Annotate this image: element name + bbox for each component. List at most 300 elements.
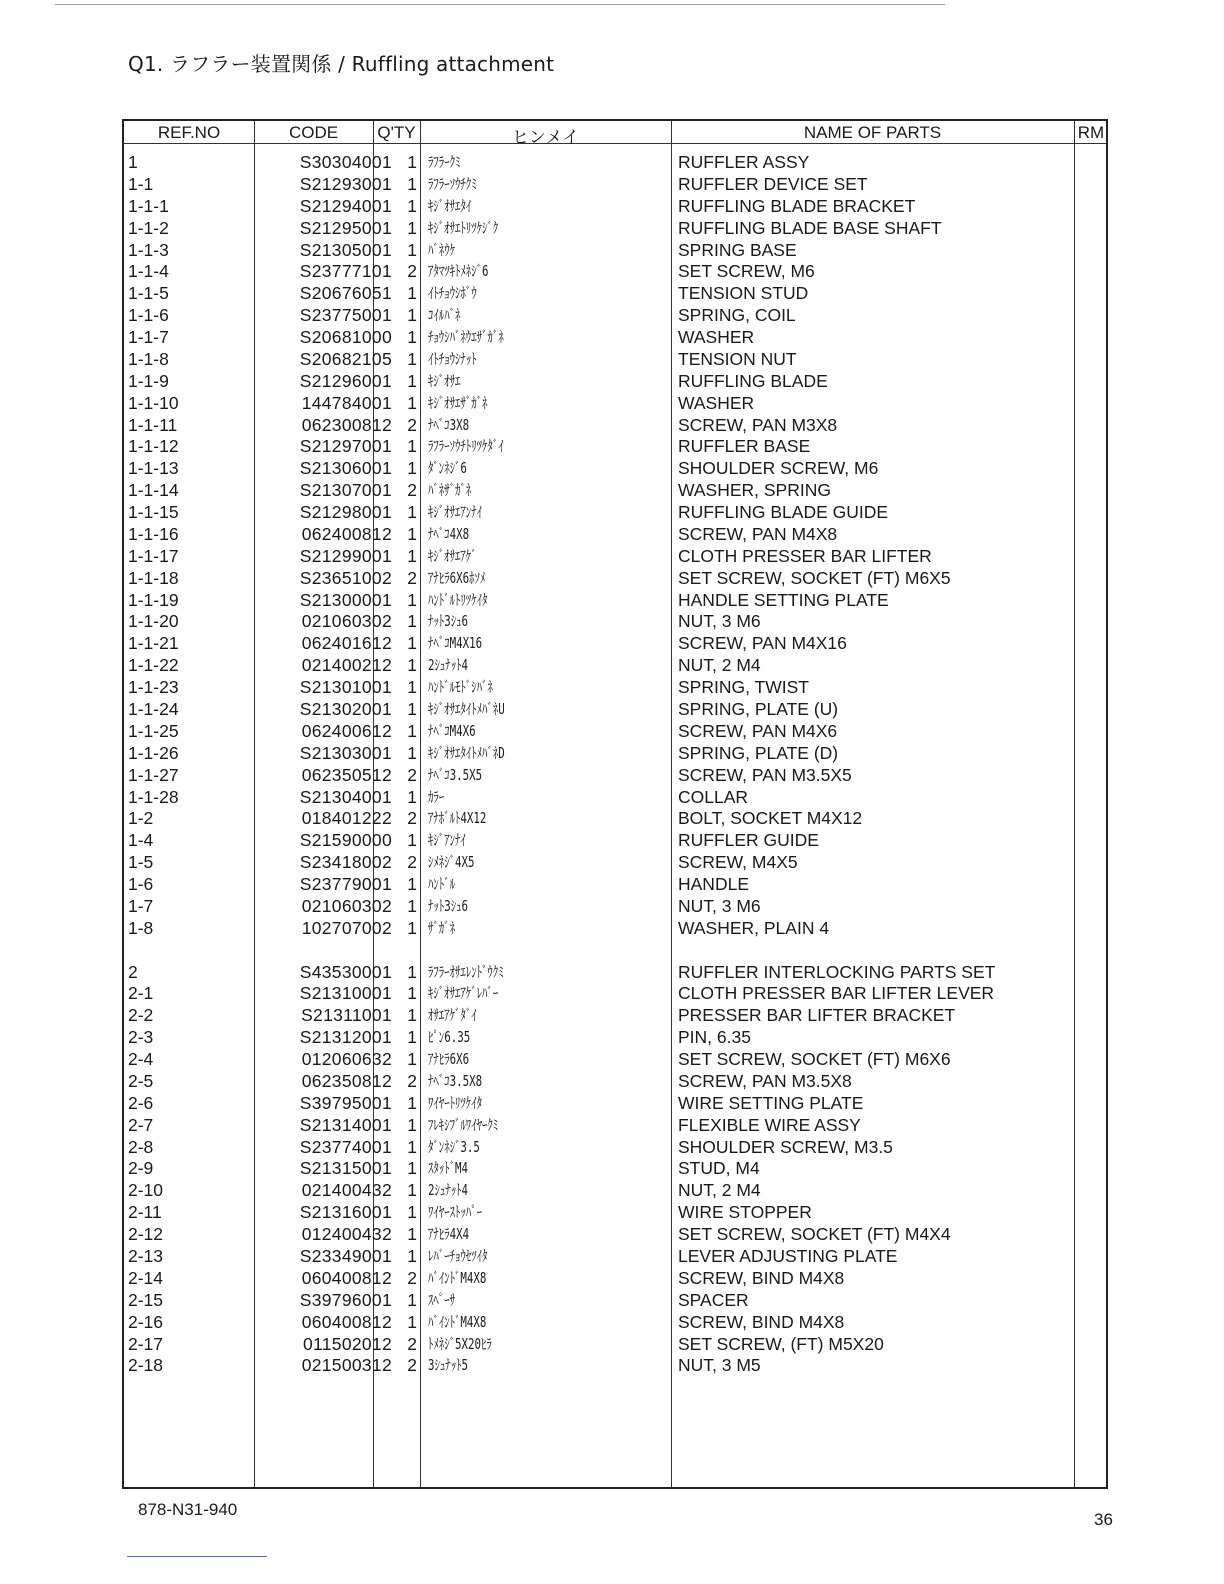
hinmei-cell: ｼﾒﾈｼﾞ4X5: [428, 853, 475, 872]
part-name-cell: SCREW, PAN M3.5X8: [678, 1070, 852, 1091]
table-row: [124, 786, 1106, 808]
ref-no-cell: 1: [128, 152, 138, 172]
code-cell: S21310001: [299, 983, 392, 1004]
part-name-cell: COLLAR: [678, 786, 749, 807]
hinmei-cell: ﾋﾟﾝ6.35: [428, 1028, 471, 1047]
ref-no-cell: 1-1-3: [128, 239, 169, 260]
ref-no-cell: 2-2: [128, 1005, 154, 1026]
hinmei-cell: ﾀﾞﾝﾈｼﾞ3.5: [428, 1137, 480, 1156]
code-cell: S21311001: [301, 1005, 392, 1026]
qty-cell: 1: [407, 1049, 417, 1070]
hinmei-cell: ｵｻｴｱｹﾞﾀﾞｲ: [428, 1006, 477, 1025]
hinmei-cell: ﾅﾍﾞｺM4X16: [428, 634, 483, 653]
hinmei-cell: ﾜｲﾔｰﾄﾘﾂｹｲﾀ: [428, 1093, 483, 1112]
part-name-cell: WASHER, PLAIN 4: [678, 917, 830, 938]
code-cell: S21314001: [299, 1114, 392, 1135]
qty-cell: 1: [407, 917, 417, 938]
code-cell: S21295001: [299, 217, 392, 238]
table-row: [124, 829, 1106, 851]
hinmei-cell: ﾄﾒﾈｼﾞ5X20ﾋﾗ: [428, 1334, 492, 1353]
table-row: [124, 370, 1106, 392]
part-name-cell: TENSION STUD: [678, 283, 809, 304]
qty-cell: 1: [407, 327, 417, 348]
part-name-cell: SET SCREW, SOCKET (FT) M4X4: [678, 1224, 951, 1245]
hinmei-cell: ﾅｯﾄ3ｼｭ6: [428, 896, 469, 915]
qty-cell: 1: [407, 239, 417, 260]
part-name-cell: HANDLE SETTING PLATE: [678, 589, 889, 610]
code-cell: S21302001: [299, 699, 392, 719]
ref-no-cell: 1-1-4: [128, 261, 169, 282]
part-name-cell: RUFFLER GUIDE: [678, 830, 819, 851]
hinmei-cell: ﾅｯﾄ3ｼｭ6: [428, 612, 469, 631]
code-cell: S23418002: [299, 852, 392, 873]
table-row: [124, 260, 1106, 282]
part-name-cell: RUFFLER ASSY: [678, 152, 810, 172]
code-cell: 021400432: [301, 1180, 392, 1201]
table-row: [124, 1070, 1106, 1092]
ref-no-cell: 2-3: [128, 1027, 154, 1048]
ref-no-cell: 2-10: [128, 1180, 164, 1201]
hinmei-cell: 2ｼｭﾅｯﾄ4: [428, 1181, 469, 1200]
part-name-cell: SPACER: [678, 1289, 749, 1310]
qty-cell: 1: [407, 677, 417, 698]
code-cell: S21299001: [299, 545, 392, 566]
ref-no-cell: 1-5: [128, 852, 154, 873]
table-row: [124, 1311, 1106, 1333]
part-name-cell: SHOULDER SCREW, M6: [678, 458, 879, 479]
part-name-cell: SPRING, TWIST: [678, 677, 809, 698]
table-row: [124, 414, 1106, 436]
qty-cell: 1: [407, 1202, 417, 1223]
ref-no-cell: 1-1-14: [128, 480, 179, 501]
hinmei-cell: ｷｼﾞｵｻｴﾀｲﾄﾒﾊﾞﾈD: [428, 743, 505, 762]
code-cell: S23775001: [299, 305, 392, 326]
table-row: [124, 654, 1106, 676]
hinmei-cell: ｱﾅﾋﾗ6X6ﾎｿﾒ: [428, 568, 486, 587]
ref-no-cell: 2-6: [128, 1092, 154, 1113]
hinmei-cell: ﾊﾝﾄﾞﾙ: [428, 875, 456, 894]
table-row: [124, 282, 1106, 304]
page-number: 36: [1094, 1510, 1113, 1529]
table-row: [124, 545, 1106, 567]
ref-no-cell: 1-1-24: [128, 699, 179, 719]
table-row: [124, 851, 1106, 873]
table-row: [124, 326, 1106, 348]
ref-no-cell: 1-1-26: [128, 742, 179, 763]
code-cell: S20682105: [299, 348, 392, 369]
hinmei-cell: ｱﾀﾏﾂｷﾄﾒﾈｼﾞ6: [428, 262, 489, 281]
ref-no-cell: 2-14: [128, 1267, 164, 1288]
code-cell: S23651002: [299, 567, 392, 588]
code-cell: 011502012: [303, 1333, 392, 1354]
hinmei-cell: ｷｼﾞｵｻｴｱｹﾞﾚﾊﾞｰ: [428, 984, 499, 1003]
table-row: [124, 917, 1106, 939]
qty-cell: 1: [407, 1005, 417, 1026]
hinmei-cell: ｷｼﾞｵｻｴﾀｲﾄﾒﾊﾞﾈU: [428, 700, 505, 718]
ref-no-cell: 1-2: [128, 808, 154, 829]
qty-cell: 1: [407, 1180, 417, 1201]
part-name-cell: CLOTH PRESSER BAR LIFTER: [678, 545, 932, 566]
header-ref-no: REF.NO: [157, 123, 221, 142]
hinmei-cell: ﾗﾌﾗｰｸﾐ: [428, 153, 461, 171]
table-row: [124, 1223, 1106, 1245]
hinmei-cell: ｷｼﾞｱﾝﾅｲ: [428, 831, 466, 850]
header-rm: RM: [1077, 123, 1105, 142]
qty-cell: 1: [407, 1114, 417, 1135]
ref-no-cell: 1-1-16: [128, 523, 179, 544]
table-row: [124, 239, 1106, 261]
part-name-cell: SCREW, PAN M4X16: [678, 633, 847, 654]
ref-no-cell: 2-17: [128, 1333, 164, 1354]
qty-cell: 1: [407, 983, 417, 1004]
ref-no-cell: 1-1-18: [128, 567, 179, 588]
table-row: [124, 1333, 1106, 1355]
part-name-cell: STUD, M4: [678, 1158, 760, 1179]
ref-no-cell: 1-1-12: [128, 436, 179, 457]
hinmei-cell: ｷｼﾞｵｻｴ: [428, 371, 461, 390]
hinmei-cell: ｷｼﾞｵｻｴﾀｲ: [428, 196, 472, 215]
qty-cell: 2: [407, 1070, 417, 1091]
code-cell: S23779001: [299, 874, 392, 895]
hinmei-cell: ﾗﾌﾗｰｵｻｴﾚﾝﾄﾞｳｸﾐ: [428, 962, 504, 981]
ref-no-cell: 2-13: [128, 1246, 164, 1266]
bottom-rule: [127, 1556, 267, 1557]
part-name-cell: WASHER: [678, 327, 755, 348]
part-name-cell: WASHER: [678, 392, 755, 413]
hinmei-cell: ﾅﾍﾞｺ4X8: [428, 524, 470, 543]
hinmei-cell: ﾚﾊﾞｰﾁｮｳｾﾂｲﾀ: [428, 1247, 488, 1265]
code-cell: 060400812: [301, 1267, 392, 1288]
hinmei-cell: ｽﾀｯﾄﾞM4: [428, 1159, 469, 1178]
part-name-cell: SPRING, COIL: [678, 305, 796, 326]
part-name-cell: SCREW, PAN M4X6: [678, 720, 838, 741]
hinmei-cell: ｺｲﾙﾊﾞﾈ: [428, 306, 461, 325]
hinmei-cell: ｷｼﾞｵｻｴﾄﾘﾂｹｼﾞｸ: [428, 218, 499, 237]
qty-cell: 1: [407, 502, 417, 523]
part-name-cell: SCREW, BIND M4X8: [678, 1311, 845, 1332]
hinmei-cell: ﾊﾞｲﾝﾄﾞM4X8: [428, 1312, 487, 1331]
qty-cell: 2: [407, 567, 417, 588]
code-cell: S39796001: [299, 1289, 392, 1310]
part-name-cell: WIRE STOPPER: [678, 1202, 812, 1223]
qty-cell: 1: [407, 1136, 417, 1157]
qty-cell: 1: [407, 348, 417, 369]
ref-no-cell: 1-1-21: [128, 633, 179, 654]
table-row: [124, 479, 1106, 501]
ref-no-cell: 2-4: [128, 1049, 154, 1070]
code-cell: S30304001: [299, 152, 392, 172]
part-name-cell: SCREW, M4X5: [678, 852, 798, 873]
part-name-cell: SCREW, BIND M4X8: [678, 1267, 845, 1288]
hinmei-cell: ｶﾗｰ: [428, 787, 445, 806]
qty-cell: 1: [407, 195, 417, 216]
ref-no-cell: 1-1-17: [128, 545, 179, 566]
qty-cell: 1: [407, 392, 417, 413]
part-name-cell: LEVER ADJUSTING PLATE: [678, 1246, 898, 1266]
code-cell: S21306001: [299, 458, 392, 479]
ref-no-cell: 1-1-23: [128, 677, 179, 698]
part-name-cell: SCREW, PAN M3X8: [678, 414, 838, 435]
table-row: [124, 698, 1106, 720]
ref-no-cell: 1-8: [128, 917, 154, 938]
table-row: [124, 151, 1106, 173]
table-row: [124, 1114, 1106, 1136]
table-row: [124, 1267, 1106, 1289]
code-cell: S21312001: [299, 1027, 392, 1048]
code-cell: S21293001: [299, 173, 392, 194]
qty-cell: 1: [407, 523, 417, 544]
part-name-cell: NUT, 2 M4: [678, 1180, 761, 1201]
ref-no-cell: 1-4: [128, 830, 154, 851]
code-cell: S21304001: [299, 786, 392, 807]
ref-no-cell: 2-5: [128, 1070, 154, 1091]
table-row: [124, 1048, 1106, 1070]
table-row: [124, 392, 1106, 414]
header-name-of-parts: NAME OF PARTS: [803, 123, 942, 142]
part-name-cell: NUT, 3 M5: [678, 1355, 761, 1376]
code-cell: S21303001: [299, 742, 392, 763]
part-name-cell: RUFFLING BLADE BASE SHAFT: [678, 217, 942, 238]
code-cell: S20681000: [299, 327, 392, 348]
part-name-cell: NUT, 2 M4: [678, 655, 761, 676]
part-name-cell: CLOTH PRESSER BAR LIFTER LEVER: [678, 983, 995, 1004]
part-name-cell: SPRING, PLATE (D): [678, 742, 839, 763]
code-cell: S21297001: [299, 436, 392, 457]
table-row: [124, 589, 1106, 611]
part-name-cell: WIRE SETTING PLATE: [678, 1092, 864, 1113]
table-row: [124, 523, 1106, 545]
ref-no-cell: 1-6: [128, 874, 154, 895]
ref-no-cell: 1-1-20: [128, 611, 179, 632]
code-cell: S21305001: [299, 239, 392, 260]
code-cell: 021400212: [301, 655, 392, 676]
qty-cell: 1: [407, 895, 417, 916]
table-row: [124, 1289, 1106, 1311]
code-cell: S21298001: [299, 502, 392, 523]
qty-cell: 1: [407, 436, 417, 457]
qty-cell: 1: [407, 1289, 417, 1310]
hinmei-cell: 3ｼｭﾅｯﾄ5: [428, 1356, 469, 1375]
ref-no-cell: 2-11: [128, 1202, 162, 1223]
table-row: [124, 764, 1106, 786]
ref-no-cell: 2-1: [128, 983, 154, 1004]
qty-cell: 2: [407, 852, 417, 873]
part-name-cell: SET SCREW, (FT) M5X20: [678, 1333, 884, 1354]
ref-no-cell: 2-9: [128, 1158, 154, 1179]
ref-no-cell: 1-1-22: [128, 655, 179, 676]
ref-no-cell: 1-1-10: [128, 392, 179, 413]
part-name-cell: NUT, 3 M6: [678, 611, 761, 632]
top-rule: [55, 4, 945, 5]
qty-cell: 1: [407, 173, 417, 194]
code-cell: 062400612: [301, 720, 392, 741]
code-cell: 062401612: [301, 633, 392, 654]
qty-cell: 1: [407, 370, 417, 391]
hinmei-cell: ﾊﾞｲﾝﾄﾞM4X8: [428, 1268, 487, 1287]
table-row: [124, 457, 1106, 479]
code-cell: 144784001: [301, 392, 392, 413]
part-name-cell: BOLT, SOCKET M4X12: [678, 808, 863, 829]
table-row: [124, 632, 1106, 654]
qty-cell: 1: [407, 152, 417, 172]
qty-cell: 2: [407, 480, 417, 501]
qty-cell: 1: [407, 699, 417, 719]
ref-no-cell: 2-16: [128, 1311, 164, 1332]
part-name-cell: TENSION NUT: [678, 348, 797, 369]
ref-no-cell: 2-12: [128, 1224, 164, 1245]
ref-no-cell: 1-1-5: [128, 283, 169, 304]
qty-cell: 2: [407, 764, 417, 785]
code-cell: S21296001: [299, 370, 392, 391]
qty-cell: 1: [407, 742, 417, 763]
hinmei-cell: ｷｼﾞｵｻｴｱｹﾞ: [428, 546, 477, 565]
table-row: [124, 1157, 1106, 1179]
part-name-cell: SET SCREW, SOCKET (FT) M6X5: [678, 567, 951, 588]
table-row: [124, 1201, 1106, 1223]
code-cell: S23774001: [299, 1136, 392, 1157]
table-row: [124, 1136, 1106, 1158]
qty-cell: 1: [407, 961, 417, 982]
code-cell: S23777101: [299, 261, 392, 282]
code-cell: 021060302: [301, 611, 392, 632]
ref-no-cell: 1-1-28: [128, 786, 179, 807]
code-cell: 018401222: [301, 808, 392, 829]
hinmei-cell: ﾅﾍﾞｺM4X6: [428, 721, 476, 740]
table-row: [124, 348, 1106, 370]
qty-cell: 1: [407, 720, 417, 741]
hinmei-cell: ｲﾄﾁｮｳｼﾅｯﾄ: [428, 349, 477, 368]
part-name-cell: SCREW, PAN M3.5X5: [678, 764, 852, 785]
document-code: 878-N31-940: [138, 1500, 238, 1519]
ref-no-cell: 2-8: [128, 1136, 154, 1157]
code-cell: S21315001: [299, 1158, 392, 1179]
hinmei-cell: ｱﾅﾋﾗ4X4: [428, 1225, 470, 1244]
part-name-cell: FLEXIBLE WIRE ASSY: [678, 1114, 861, 1135]
part-name-cell: RUFFLER INTERLOCKING PARTS SET: [678, 961, 996, 982]
hinmei-cell: ﾊﾝﾄﾞﾙﾄﾘﾂｹｲﾀ: [428, 590, 488, 609]
table-row: [124, 895, 1106, 917]
header-code: CODE: [288, 123, 339, 142]
qty-cell: 1: [407, 1158, 417, 1179]
code-cell: 062350512: [301, 764, 392, 785]
part-name-cell: RUFFLING BLADE: [678, 370, 828, 391]
hinmei-cell: ﾊﾝﾄﾞﾙﾓﾄﾞｼﾊﾞﾈ: [428, 678, 493, 697]
hinmei-cell: ｽﾍﾟｰｻ: [428, 1290, 456, 1309]
part-name-cell: SPRING BASE: [678, 239, 797, 260]
hinmei-cell: ﾜｲﾔｰｽﾄｯﾊﾟｰ: [428, 1203, 483, 1222]
qty-cell: 2: [407, 1267, 417, 1288]
hinmei-cell: ｷｼﾞｵｻｴｱﾝﾅｲ: [428, 503, 483, 522]
ref-no-cell: 1-1-15: [128, 502, 179, 523]
hinmei-cell: ｱﾅﾎﾞﾙﾄ4X12: [428, 809, 487, 828]
table-row: [124, 217, 1106, 239]
hinmei-cell: ｲﾄﾁｮｳｼﾎﾞｳ: [428, 284, 477, 303]
code-cell: S21316001: [299, 1202, 392, 1223]
code-cell: S21590000: [299, 830, 392, 851]
table-row: [124, 435, 1106, 457]
code-cell: S20676051: [299, 283, 392, 304]
code-cell: 021060302: [301, 895, 392, 916]
table-row: [124, 982, 1106, 1004]
qty-cell: 1: [407, 633, 417, 654]
qty-cell: 1: [407, 874, 417, 895]
hinmei-cell: ｷｼﾞｵｻｴｻﾞｶﾞﾈ: [428, 393, 488, 412]
hinmei-cell: 2ｼｭﾅｯﾄ4: [428, 656, 469, 675]
table-row: [124, 961, 1106, 983]
ref-no-cell: 1-1-8: [128, 348, 169, 369]
code-cell: 102707002: [301, 917, 392, 938]
part-name-cell: RUFFLER BASE: [678, 436, 811, 457]
code-cell: S21300001: [299, 589, 392, 610]
qty-cell: 1: [407, 217, 417, 238]
part-name-cell: RUFFLING BLADE BRACKET: [678, 195, 916, 216]
ref-no-cell: 1-1-1: [128, 195, 169, 216]
table-row: [124, 939, 1106, 961]
part-name-cell: RUFFLER DEVICE SET: [678, 173, 868, 194]
table-row: [124, 1354, 1106, 1376]
qty-cell: 1: [407, 1246, 417, 1266]
ref-no-cell: 2-18: [128, 1355, 164, 1376]
hinmei-cell: ﾅﾍﾞｺ3.5X5: [428, 765, 483, 784]
table-row: [124, 610, 1106, 632]
code-cell: 062400812: [301, 523, 392, 544]
part-name-cell: RUFFLING BLADE GUIDE: [678, 502, 889, 523]
hinmei-cell: ﾊﾞﾈｻﾞｶﾞﾈ: [428, 481, 472, 500]
hinmei-cell: ｻﾞｶﾞﾈ: [428, 918, 456, 937]
ref-no-cell: 1-1-13: [128, 458, 179, 479]
table-row: [124, 742, 1106, 764]
ref-no-cell: 1-7: [128, 895, 154, 916]
table-row: [124, 873, 1106, 895]
code-cell: 062350812: [301, 1070, 392, 1091]
ref-no-cell: 1-1-7: [128, 327, 169, 348]
part-name-cell: SPRING, PLATE (U): [678, 699, 839, 719]
qty-cell: 1: [407, 1311, 417, 1332]
table-row: [124, 304, 1106, 326]
part-name-cell: HANDLE: [678, 874, 749, 895]
table-row: [124, 1004, 1106, 1026]
part-name-cell: WASHER, SPRING: [678, 480, 831, 501]
hinmei-cell: ﾗﾌﾗｰｿｳﾁｸﾐ: [428, 174, 477, 193]
code-cell: 060400812: [301, 1311, 392, 1332]
table-row: [124, 1026, 1106, 1048]
qty-cell: 1: [407, 1092, 417, 1113]
hinmei-cell: ﾗﾌﾗｰｿｳﾁﾄﾘﾂｹﾀﾞｲ: [428, 437, 504, 456]
part-name-cell: SET SCREW, M6: [678, 261, 815, 282]
code-cell: S23349001: [299, 1246, 392, 1266]
hinmei-cell: ﾌﾚｷｼﾌﾞﾙﾜｲﾔｰｸﾐ: [428, 1115, 499, 1134]
qty-cell: 1: [407, 283, 417, 304]
hinmei-cell: ﾅﾍﾞｺ3X8: [428, 415, 470, 434]
table-row: [124, 567, 1106, 589]
code-cell: S21301001: [299, 677, 392, 698]
header-hinmei: ヒンメイ: [511, 128, 580, 147]
qty-cell: 1: [407, 830, 417, 851]
code-cell: S21307001: [299, 480, 392, 501]
part-name-cell: SCREW, PAN M4X8: [678, 523, 838, 544]
code-cell: S43530001: [299, 961, 392, 982]
table-row: [124, 195, 1106, 217]
qty-cell: 1: [407, 545, 417, 566]
part-name-cell: SET SCREW, SOCKET (FT) M6X6: [678, 1049, 951, 1070]
hinmei-cell: ﾅﾍﾞｺ3.5X8: [428, 1071, 483, 1090]
qty-cell: 2: [407, 414, 417, 435]
header-qty: Q'TY: [377, 123, 416, 142]
part-name-cell: PIN, 6.35: [678, 1027, 751, 1048]
table-row: [124, 1245, 1106, 1267]
table-row: [124, 676, 1106, 698]
code-cell: S21294001: [299, 195, 392, 216]
